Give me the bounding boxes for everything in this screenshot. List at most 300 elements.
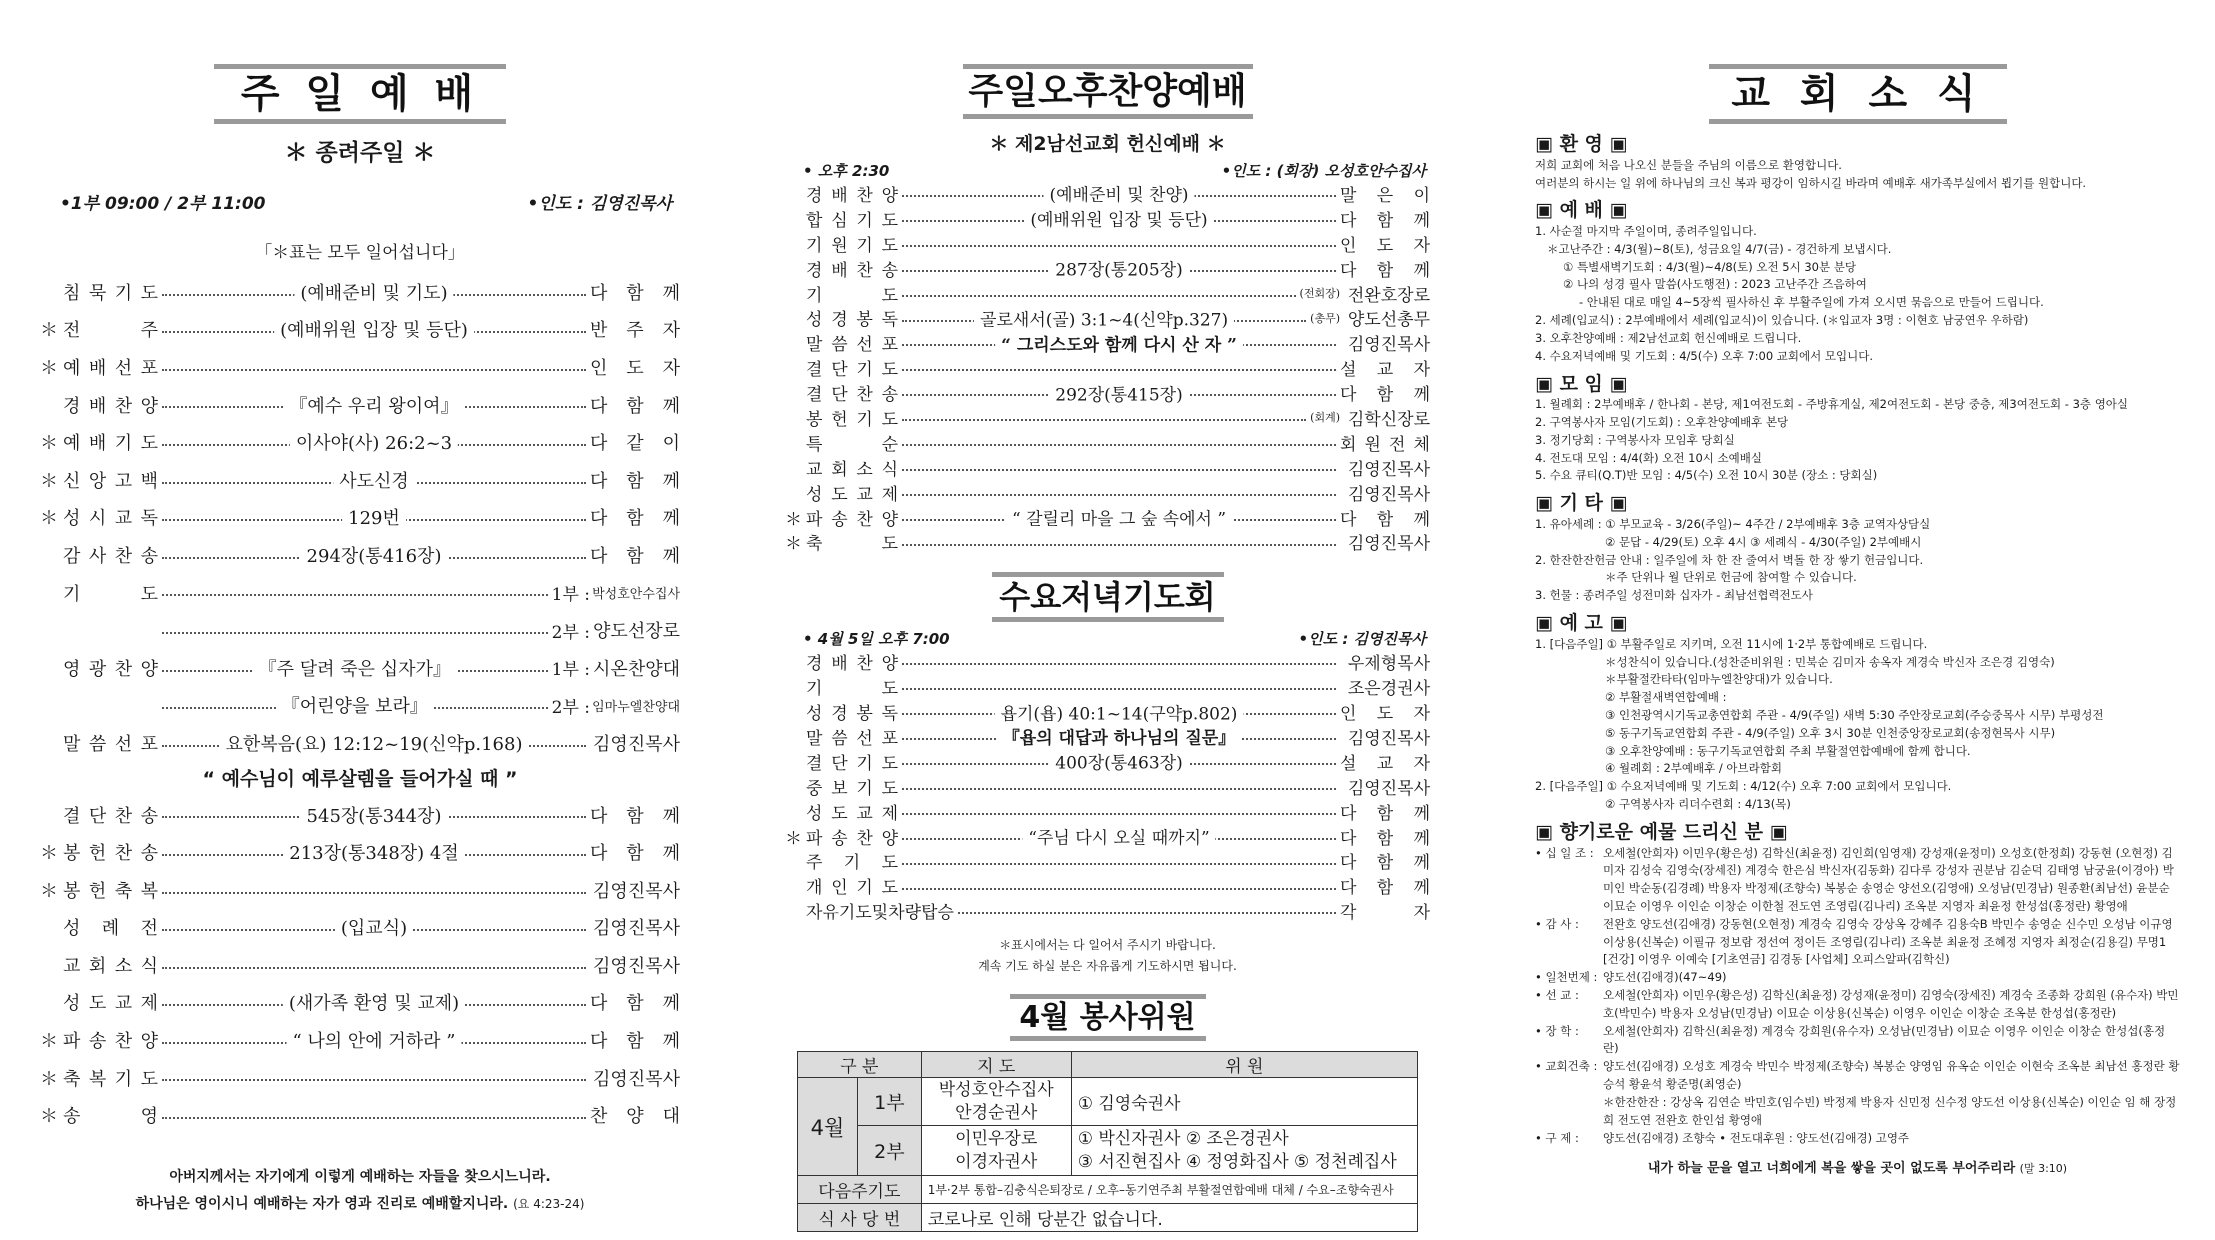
order-label <box>63 839 158 865</box>
order-label <box>63 952 158 978</box>
order-person <box>590 583 680 602</box>
label-char: 원 <box>1364 434 1381 455</box>
label-char: 봉 <box>856 310 873 331</box>
sunday-sermon-title: “ 예수님이 예루살렘을 들어가실 때 ” <box>202 767 518 790</box>
order-content-leader <box>158 918 590 940</box>
service-members-1 <box>1071 1078 1417 1126</box>
order-person <box>1340 824 1430 849</box>
order-content-leader <box>898 778 1340 795</box>
news-verse <box>1535 1157 2180 1176</box>
offering-row <box>1535 1130 2180 1148</box>
label-char: 성 <box>806 803 823 824</box>
label-char: 도 <box>140 433 158 455</box>
order-label <box>806 699 898 724</box>
order-row <box>785 699 1430 724</box>
order-content-leader <box>158 358 590 376</box>
label-char: 봉 <box>63 880 81 902</box>
order-person-name: 김영진목사 <box>1347 335 1430 356</box>
order-row <box>40 311 680 349</box>
label-char: 결 <box>63 805 81 827</box>
order-content-leader <box>158 1069 590 1087</box>
label-char: 경 <box>831 704 848 725</box>
order-row <box>785 380 1430 405</box>
order-label <box>806 330 898 355</box>
label-char: 다 <box>590 470 608 492</box>
order-label <box>63 467 158 493</box>
label-char: 교 <box>114 993 133 1015</box>
order-content: “ 나의 안에 거하라 ” <box>286 1027 461 1053</box>
church-news-title: 교 회 소 식 <box>1709 64 2007 124</box>
offering-names: [건강] 이영우 이예숙 [기초연금] 김경동 [사업체] 오피스알파(김학신) <box>1603 952 1950 967</box>
label-char: 기 <box>63 583 81 605</box>
label-char: 경 <box>831 310 848 331</box>
label-char: 함 <box>1376 260 1394 281</box>
label-char: 경 <box>63 395 81 417</box>
label-char: 순 <box>881 434 898 455</box>
order-row <box>40 833 680 871</box>
label-char: 전 <box>140 918 158 940</box>
label-char: 자 <box>662 320 680 342</box>
label-char: 전 <box>1389 434 1406 455</box>
order-row <box>40 273 680 311</box>
label-char: 회 <box>1340 434 1357 455</box>
order-person-name: 양도선장로 <box>593 621 680 643</box>
label-char: 께 <box>662 395 680 417</box>
label-char: 선 <box>114 733 133 755</box>
label-char: 전 <box>63 320 81 342</box>
label-char: 기 <box>838 903 856 924</box>
order-label <box>806 181 898 206</box>
news-line: ③ 오후찬양예배 : 동구기독교연합회 주최 부활절연합예배에 함께 합니다. <box>1605 743 1971 758</box>
label-char: 성 <box>806 484 823 505</box>
label-char: 께 <box>1413 210 1430 231</box>
order-label <box>806 455 898 480</box>
label-char: 기 <box>806 285 823 306</box>
news-line: 1. [다음주일] ① 부활주일로 지키며, 오전 11시에 1·2부 통합예배로 드립니다. <box>1535 636 1928 651</box>
service-header-row <box>798 1052 1418 1078</box>
news-line: 3. 헌물 : 종려주일 성전미화 십자가 - 최남선협력전도사 <box>1535 588 1813 603</box>
offering-names: 오세철(안희자) 이민우(황은성) 김학신(최윤정) 강성재(윤정미) 김영숙(장세진) 계경숙 조종화 강희원 (유수자) 박민호(박민수) 박용자 오성남(민경남) 이묘순 이상용(신복순) 이영우 이인순 이창순 조옥분 한성섭(홍정란) <box>1603 988 2179 1020</box>
afternoon-worship-title: 주일오후찬양예배 <box>963 64 1253 119</box>
label-char: 다 <box>590 843 608 865</box>
order-part-prefix: 2부 : <box>551 697 590 718</box>
order-row <box>785 529 1430 554</box>
label-char: 도 <box>1376 704 1394 725</box>
label-char: 복 <box>88 1068 107 1090</box>
label-char: 교 <box>1376 360 1394 381</box>
news-line: 4. 수요저녁예배 및 기도회 : 4/5(수) 오후 7:00 교회에서 모입니다. <box>1535 348 1873 363</box>
label-char: 복 <box>140 880 158 902</box>
order-row <box>40 649 680 687</box>
label-char: 포 <box>881 335 898 356</box>
order-content-leader <box>898 852 1340 869</box>
order-label <box>806 774 898 799</box>
label-char: 양 <box>881 185 898 206</box>
order-content-leader <box>898 803 1340 820</box>
sunday-worship-column <box>40 0 680 1217</box>
label-char: 인 <box>1340 235 1357 256</box>
order-label <box>806 355 898 380</box>
order-row <box>785 873 1430 898</box>
label-char: 말 <box>63 733 81 755</box>
label-char: 께 <box>1413 260 1430 281</box>
label-char: 도 <box>626 357 644 379</box>
order-content: 『욥의 대답과 하나님의 질문』 <box>997 724 1241 749</box>
order-content: (예배위원 입장 및 등단) <box>274 316 474 342</box>
offering-heading: ▣ 향기로운 예물 드리신 분 ▣ <box>1535 820 1788 843</box>
order-row <box>785 848 1430 873</box>
sunday-verse-ref: (요 4:23-24) <box>513 1196 585 1211</box>
label-char: 송 <box>831 509 848 530</box>
order-part-prefix: 2부 : <box>551 622 590 643</box>
label-char: 께 <box>662 843 680 865</box>
label-char: 교 <box>856 484 873 505</box>
wednesday-time: • 4월 5일 오후 7:00 <box>803 630 950 649</box>
order-content: (예배준비 및 기도) <box>294 279 453 305</box>
label-char: 주 <box>626 320 644 342</box>
order-person <box>590 467 680 493</box>
label-char: 포 <box>140 357 158 379</box>
service-leader-name: 박성호안수집사 <box>938 1080 1054 1100</box>
label-char: 축 <box>63 1068 81 1090</box>
order-person <box>590 730 680 756</box>
label-char: 경 <box>806 185 823 206</box>
label-char: 께 <box>662 282 680 304</box>
news-line: 1. 유아세례 : ① 부모교육 - 3/26(주일)~ 4주간 / 2부예배후 3층 교역자상담실 <box>1535 516 1931 531</box>
order-label <box>63 655 158 681</box>
order-person <box>590 316 680 342</box>
order-label <box>63 1065 158 1091</box>
label-char: 제 <box>881 803 898 824</box>
label-char: 찬 <box>856 185 873 206</box>
order-label <box>63 1027 158 1053</box>
label-char: 함 <box>626 843 644 865</box>
order-label <box>63 914 158 940</box>
offering-names: 오세철(안희자) 김학신(최윤정) 계경숙 강희원(유수자) 오성남(민경남) 이묘순 이영우 이인순 이창순 한성섭(홍정란) <box>1603 1023 2166 1056</box>
label-char: 찬 <box>114 658 133 680</box>
order-row <box>785 256 1430 281</box>
order-content-leader <box>898 185 1340 206</box>
afternoon-leader: •인도 : (회장) 오성호안수집사 <box>1221 162 1426 180</box>
label-char: 도 <box>881 360 898 381</box>
label-char: 양 <box>140 658 158 680</box>
order-person <box>1340 529 1430 554</box>
label-char: 다 <box>590 395 608 417</box>
service-month: 4월 <box>798 1078 858 1176</box>
order-content: 『주 달려 죽은 십자가』 <box>253 655 457 681</box>
order-content: 이사야(사) 26:2~3 <box>290 429 458 455</box>
order-content: 129번 <box>342 504 406 530</box>
label-char: 봉 <box>856 704 873 725</box>
label-char: 특 <box>806 434 823 455</box>
order-row <box>785 281 1430 306</box>
order-person <box>1340 405 1430 430</box>
label-char: 다 <box>590 805 608 827</box>
order-person <box>1340 380 1430 405</box>
label-char: 께 <box>1413 803 1430 824</box>
order-person <box>590 542 680 568</box>
order-person-name: 전완호장로 <box>1347 285 1430 306</box>
label-char: 함 <box>626 470 644 492</box>
label-char: 함 <box>626 1031 644 1053</box>
label-char: 기 <box>856 878 873 899</box>
label-char: 기 <box>114 282 133 304</box>
news-line: ③ 인천광역시기독교총연합회 주관 - 4/9(주일) 새벽 5:30 주안장로교회(주승중목사 시무) 부평성전 <box>1605 707 2104 722</box>
order-row <box>785 405 1430 430</box>
label-char: 도 <box>1376 235 1394 256</box>
label-char: 탑 <box>921 903 938 924</box>
worship-news-list <box>1535 223 2180 366</box>
label-char: 은 <box>1376 185 1394 206</box>
order-row <box>40 1096 680 1134</box>
standing-mark: ＊ <box>785 534 802 555</box>
order-label <box>63 802 158 828</box>
sunday-standing-notice: 「＊표는 모두 일어섭니다」 <box>255 243 465 263</box>
order-content: 욥기(욥) 40:1~14(구약p.802) <box>995 699 1244 724</box>
offering-category: • 구 제 : <box>1535 1130 1579 1145</box>
order-content: 287장(통205장) <box>1049 256 1188 281</box>
label-char: 기 <box>856 210 873 231</box>
label-char: 파 <box>63 1031 81 1053</box>
offering-category: • 교회건축 : <box>1535 1059 1598 1074</box>
label-char: 소 <box>114 955 133 977</box>
order-content-leader <box>158 584 552 602</box>
label-char: 도 <box>881 778 898 799</box>
sunday-subtitle: ＊ 종려주일 ＊ <box>284 140 436 166</box>
order-row <box>785 799 1430 824</box>
order-person <box>590 1027 680 1053</box>
order-row <box>785 724 1430 749</box>
order-content-leader <box>954 902 1340 919</box>
service-member-line: ① 박신자권사 ② 조은경권사 <box>1077 1129 1289 1149</box>
label-char: 보 <box>831 778 848 799</box>
order-row <box>785 455 1430 480</box>
sunday-order-list <box>40 273 680 762</box>
offering-row <box>1535 1023 2180 1059</box>
label-char: 함 <box>626 508 644 530</box>
order-row <box>40 386 680 424</box>
order-person <box>1340 480 1430 505</box>
order-person-name: 김영진목사 <box>593 918 680 940</box>
order-person-name: 김학신장로 <box>1347 409 1430 430</box>
label-char: 앙 <box>88 470 107 492</box>
order-person <box>1340 256 1430 281</box>
label-char: 송 <box>140 805 158 827</box>
order-content-leader <box>158 658 552 680</box>
offering-names: ＊한잔한잔 : 강상옥 김연순 박민호(임수빈) 박정제 박용자 신민정 신수정 양도선 이상용(신복순) 이인순 임 해 장정희 전도연 전완호 한인섭 황영애 <box>1603 1094 2177 1127</box>
order-person <box>1340 873 1430 898</box>
offering-names: 오세철(안희자) 이민우(황은성) 김학신(최윤정) 김인희(임영재) 강성재(윤정미) 오성호(한정희) 강동현 (오현정) 김미자 김성숙 김영숙(장세진) 계경숙 한은심 박신자(김동화) 김다루 강성자 권분남 김순덕 김태영 남궁윤(이경아) 박미인 박순동(김경례) 박용자 박정제(조향숙) 복봉순 송영순 양선오(김영애) 오성남(민경남) 원종환(최남선) 윤분순 이묘순 이영우 이인순 이창순 이한철 전도연 조영림(김나리) 조옥분 지영자 최윤정 한성섭(홍정란) 황영애 <box>1603 845 2174 913</box>
label-char: 도 <box>881 853 898 874</box>
label-char: 같 <box>626 433 644 455</box>
news-line: 2. 한잔한잔헌금 안내 : 일주일에 차 한 잔 줄여서 벽돌 한 장 쌓기 헌금입니다. <box>1535 552 1924 567</box>
label-char: 기 <box>843 853 861 874</box>
order-person-name: 박성호안수집사 <box>592 587 680 603</box>
label-char: 말 <box>806 335 823 356</box>
label-char: 양 <box>881 654 898 675</box>
label-char: 송 <box>88 1031 107 1053</box>
label-char: 송 <box>140 843 158 865</box>
order-label <box>806 898 954 923</box>
label-char: 헌 <box>831 409 848 430</box>
standing-mark: ＊ <box>785 828 802 849</box>
order-content-leader <box>898 384 1340 406</box>
label-char: 사 <box>88 545 107 567</box>
order-label <box>806 799 898 824</box>
service-header-leader: 지 도 <box>921 1052 1071 1078</box>
label-char: 소 <box>856 459 873 480</box>
order-part-prefix: 1부 : <box>551 660 590 681</box>
order-content: “ 그리스도와 함께 다시 산 자 ” <box>995 330 1243 355</box>
order-label <box>806 256 898 281</box>
offering-category: • 선 교 : <box>1535 988 1579 1002</box>
order-row <box>785 206 1430 231</box>
label-char: 경 <box>806 654 823 675</box>
label-char: 각 <box>1340 903 1357 924</box>
order-label <box>63 580 158 606</box>
label-char: 기 <box>856 753 873 774</box>
wednesday-order-list <box>785 649 1430 923</box>
order-label <box>806 405 898 430</box>
order-content-leader <box>898 509 1340 530</box>
order-row <box>40 536 680 574</box>
order-content-leader <box>898 434 1340 451</box>
label-char: 함 <box>626 282 644 304</box>
welcome-line: 여러분의 하시는 일 위에 하나님의 크신 복과 평강이 임하시길 바라며 예배후 새가족부실에서 뵙기를 원합니다. <box>1535 175 2087 190</box>
order-row <box>40 611 680 649</box>
label-char: 결 <box>806 753 823 774</box>
label-char: 양 <box>626 1106 644 1128</box>
label-char: 양 <box>140 395 158 417</box>
label-char: 도 <box>881 679 898 700</box>
order-person <box>1340 330 1430 355</box>
order-label <box>806 281 898 306</box>
order-label <box>63 989 158 1015</box>
news-line: ＊주 단위나 월 단위로 헌금에 참여할 수 있습니다. <box>1605 570 1857 585</box>
order-content-leader <box>158 508 590 530</box>
order-content-leader <box>898 678 1340 695</box>
order-content-leader <box>158 1106 590 1124</box>
label-char: 독 <box>140 508 158 530</box>
order-content-leader <box>158 470 590 492</box>
label-char: 께 <box>1413 509 1430 530</box>
label-char: 인 <box>1340 704 1357 725</box>
news-line: 1. 월례회 : 2부예배후 / 한나회 - 본당, 제1여전도회 - 주방휴게실, 제2여전도회 - 본당 중층, 제3여전도회 - 3층 영아실 <box>1535 397 2129 412</box>
label-char: 반 <box>590 320 608 342</box>
wednesday-note-1: ＊표시에서는 다 일어서 주시기 바랍니다. <box>999 938 1216 953</box>
label-char: 도 <box>881 235 898 256</box>
order-content-leader <box>898 285 1300 302</box>
news-verse-ref: (말 3:10) <box>2019 1162 2068 1176</box>
order-row <box>785 430 1430 455</box>
etc-news-list <box>1535 516 2180 605</box>
sunday-order-list-2 <box>40 796 680 1134</box>
order-row <box>785 355 1430 380</box>
label-char: 자 <box>806 903 823 924</box>
order-person-name: 시온찬양대 <box>593 658 680 680</box>
label-char: 도 <box>881 534 898 555</box>
order-row <box>40 423 680 461</box>
label-char: 도 <box>831 484 848 505</box>
order-row <box>785 231 1430 256</box>
order-label <box>63 1102 158 1128</box>
label-char: 독 <box>881 704 898 725</box>
label-char: 씀 <box>88 733 107 755</box>
order-content-leader <box>158 956 590 974</box>
label-char: 다 <box>1340 509 1357 530</box>
order-label <box>806 206 898 231</box>
label-char: 회 <box>88 955 107 977</box>
label-char: 께 <box>1413 853 1430 874</box>
label-char: 파 <box>806 828 823 849</box>
order-row <box>40 909 680 947</box>
order-label <box>806 480 898 505</box>
sunday-verse-text-2: 하나님은 영이시니 예배하는 자가 영과 진리로 예배할지니라. <box>135 1195 509 1212</box>
order-part-prefix: (회계) <box>1310 411 1340 425</box>
news-line: ④ 월례회 : 2부예배후 / 아브라함회 <box>1605 761 1782 776</box>
label-char: 회 <box>831 459 848 480</box>
label-char: 광 <box>88 658 107 680</box>
wednesday-notes <box>785 935 1430 976</box>
service-table <box>797 1051 1418 1232</box>
wednesday-note-2: 계속 기도 하실 분은 자유롭게 기도하시면 됩니다. <box>978 958 1237 973</box>
label-char: 경 <box>806 260 823 281</box>
order-person-name: 김영진목사 <box>593 733 680 755</box>
order-content-leader <box>158 282 590 304</box>
order-row <box>40 871 680 909</box>
news-line: 1. 사순절 마지막 주일이며, 종려주일입니다. <box>1535 224 1757 238</box>
service-next-prayer-text: 1부·2부 통합–김충식은퇴장로 / 오후–동기연주최 부활절연합예배 대체 / 수요–조향숙권사 <box>921 1176 1417 1204</box>
label-char: 이 <box>1413 185 1430 206</box>
label-char: 예 <box>63 433 81 455</box>
order-content-leader <box>898 703 1340 725</box>
service-meal-label: 식 사 당 번 <box>798 1204 922 1232</box>
news-line: 2. [다음주일] ① 수요저녁예배 및 기도회 : 4/12(수) 오후 7:00 교회에서 모입니다. <box>1535 779 1952 794</box>
order-content-leader <box>898 653 1340 670</box>
label-char: 함 <box>1376 878 1394 899</box>
label-char: 헌 <box>88 843 107 865</box>
label-char: 묵 <box>88 282 107 304</box>
order-person <box>590 1102 680 1128</box>
order-label <box>806 873 898 898</box>
label-char: 다 <box>1340 828 1357 849</box>
order-content: 292장(통415장) <box>1049 380 1188 405</box>
label-char: 배 <box>88 433 107 455</box>
label-char: 자 <box>662 357 680 379</box>
label-char: 도 <box>881 285 898 306</box>
order-person <box>590 952 680 978</box>
label-char: 배 <box>88 395 107 417</box>
order-content-leader <box>158 993 590 1015</box>
label-char: 독 <box>881 310 898 331</box>
label-char: 씀 <box>831 728 848 749</box>
label-char: 함 <box>626 805 644 827</box>
label-char: 교 <box>806 459 823 480</box>
welcome-heading: ▣ 환 영 ▣ <box>1535 133 1628 155</box>
offering-row <box>1535 1058 2180 1094</box>
label-char: 축 <box>114 880 133 902</box>
order-person <box>1340 848 1430 873</box>
order-content-leader <box>158 881 590 899</box>
news-line: ② 구역봉사자 리더수련회 : 4/13(목) <box>1605 797 1791 811</box>
label-char: 시 <box>88 508 107 530</box>
order-person-name: 양도선총무 <box>1347 310 1430 331</box>
order-person <box>590 802 680 828</box>
order-content-leader <box>898 235 1340 252</box>
label-char: 파 <box>806 509 823 530</box>
label-char: 배 <box>88 357 107 379</box>
service-title: 4월 봉사위원 <box>1010 994 1206 1042</box>
